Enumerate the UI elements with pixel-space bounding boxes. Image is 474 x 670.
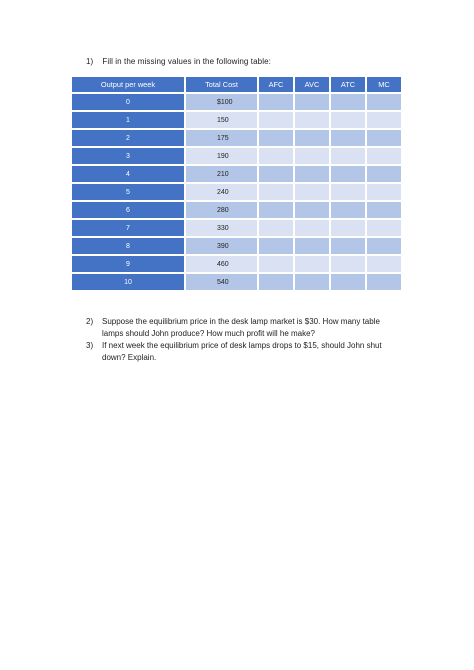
mc-blank-cell[interactable] [367, 238, 401, 254]
mc-blank-cell[interactable] [367, 112, 401, 128]
header-output: Output per week [72, 77, 184, 92]
avc-blank-cell[interactable] [295, 202, 329, 218]
mc-blank-cell[interactable] [367, 166, 401, 182]
afc-blank-cell[interactable] [259, 130, 293, 146]
table-row [72, 256, 401, 272]
mc-blank-cell[interactable] [367, 130, 401, 146]
afc-blank-cell[interactable] [259, 274, 293, 290]
total-cost-cell: 175 [186, 130, 257, 146]
afc-blank-cell[interactable] [259, 256, 293, 272]
total-cost-cell: 190 [186, 148, 257, 164]
output-cell: 7 [72, 220, 184, 236]
atc-blank-cell[interactable] [331, 220, 365, 236]
afc-blank-cell[interactable] [259, 94, 293, 110]
avc-blank-cell[interactable] [295, 256, 329, 272]
atc-blank-cell[interactable] [331, 112, 365, 128]
table-row [72, 166, 401, 182]
questions-list [86, 316, 396, 364]
output-cell: 1 [72, 112, 184, 128]
output-cell: 10 [72, 274, 184, 290]
question-2-number: 2) [86, 317, 94, 326]
table-header-row [72, 77, 401, 92]
atc-blank-cell[interactable] [331, 94, 365, 110]
question-1-number: 1) [86, 57, 94, 66]
mc-blank-cell[interactable] [367, 274, 401, 290]
afc-blank-cell[interactable] [259, 238, 293, 254]
avc-blank-cell[interactable] [295, 238, 329, 254]
afc-blank-cell[interactable] [259, 166, 293, 182]
total-cost-cell: 150 [186, 112, 257, 128]
avc-blank-cell[interactable] [295, 220, 329, 236]
output-cell: 2 [72, 130, 184, 146]
question-1 [86, 57, 271, 66]
total-cost-cell: 240 [186, 184, 257, 200]
question-1-text: Fill in the missing values in the following table: [102, 57, 271, 66]
table-row [72, 94, 401, 110]
avc-blank-cell[interactable] [295, 274, 329, 290]
afc-blank-cell[interactable] [259, 148, 293, 164]
atc-blank-cell[interactable] [331, 256, 365, 272]
output-cell: 3 [72, 148, 184, 164]
mc-blank-cell[interactable] [367, 256, 401, 272]
atc-blank-cell[interactable] [331, 184, 365, 200]
output-cell: 0 [72, 94, 184, 110]
atc-blank-cell[interactable] [331, 274, 365, 290]
total-cost-cell: 540 [186, 274, 257, 290]
mc-blank-cell[interactable] [367, 220, 401, 236]
avc-blank-cell[interactable] [295, 94, 329, 110]
header-afc: AFC [259, 77, 293, 92]
header-atc: ATC [331, 77, 365, 92]
output-cell: 9 [72, 256, 184, 272]
header-mc: MC [367, 77, 401, 92]
cost-table [70, 75, 403, 292]
atc-blank-cell[interactable] [331, 166, 365, 182]
total-cost-cell: 280 [186, 202, 257, 218]
output-cell: 8 [72, 238, 184, 254]
question-2-text: Suppose the equilibrium price in the desk lamp market is $30. How many table lamps should John produce? How much profit will he make? [102, 317, 380, 338]
table-row [72, 238, 401, 254]
header-total-cost: Total Cost [186, 77, 257, 92]
table-row [72, 148, 401, 164]
avc-blank-cell[interactable] [295, 148, 329, 164]
output-cell: 4 [72, 166, 184, 182]
question-2 [86, 316, 396, 339]
total-cost-cell: 330 [186, 220, 257, 236]
avc-blank-cell[interactable] [295, 184, 329, 200]
table-body [72, 94, 401, 290]
afc-blank-cell[interactable] [259, 112, 293, 128]
question-3 [86, 340, 396, 363]
mc-blank-cell[interactable] [367, 148, 401, 164]
atc-blank-cell[interactable] [331, 130, 365, 146]
total-cost-cell: 210 [186, 166, 257, 182]
afc-blank-cell[interactable] [259, 220, 293, 236]
table-row [72, 220, 401, 236]
avc-blank-cell[interactable] [295, 166, 329, 182]
atc-blank-cell[interactable] [331, 148, 365, 164]
mc-blank-cell[interactable] [367, 184, 401, 200]
header-avc: AVC [295, 77, 329, 92]
mc-blank-cell[interactable] [367, 202, 401, 218]
table-row [72, 202, 401, 218]
avc-blank-cell[interactable] [295, 130, 329, 146]
total-cost-cell: 460 [186, 256, 257, 272]
total-cost-cell: $100 [186, 94, 257, 110]
table-row [72, 184, 401, 200]
avc-blank-cell[interactable] [295, 112, 329, 128]
atc-blank-cell[interactable] [331, 238, 365, 254]
table-row [72, 112, 401, 128]
afc-blank-cell[interactable] [259, 184, 293, 200]
output-cell: 5 [72, 184, 184, 200]
question-3-text: If next week the equilibrium price of desk lamps drops to $15, should John shut down? Explain. [102, 341, 382, 362]
output-cell: 6 [72, 202, 184, 218]
table-row [72, 130, 401, 146]
afc-blank-cell[interactable] [259, 202, 293, 218]
question-3-number: 3) [86, 341, 94, 350]
table-row [72, 274, 401, 290]
total-cost-cell: 390 [186, 238, 257, 254]
atc-blank-cell[interactable] [331, 202, 365, 218]
mc-blank-cell[interactable] [367, 94, 401, 110]
